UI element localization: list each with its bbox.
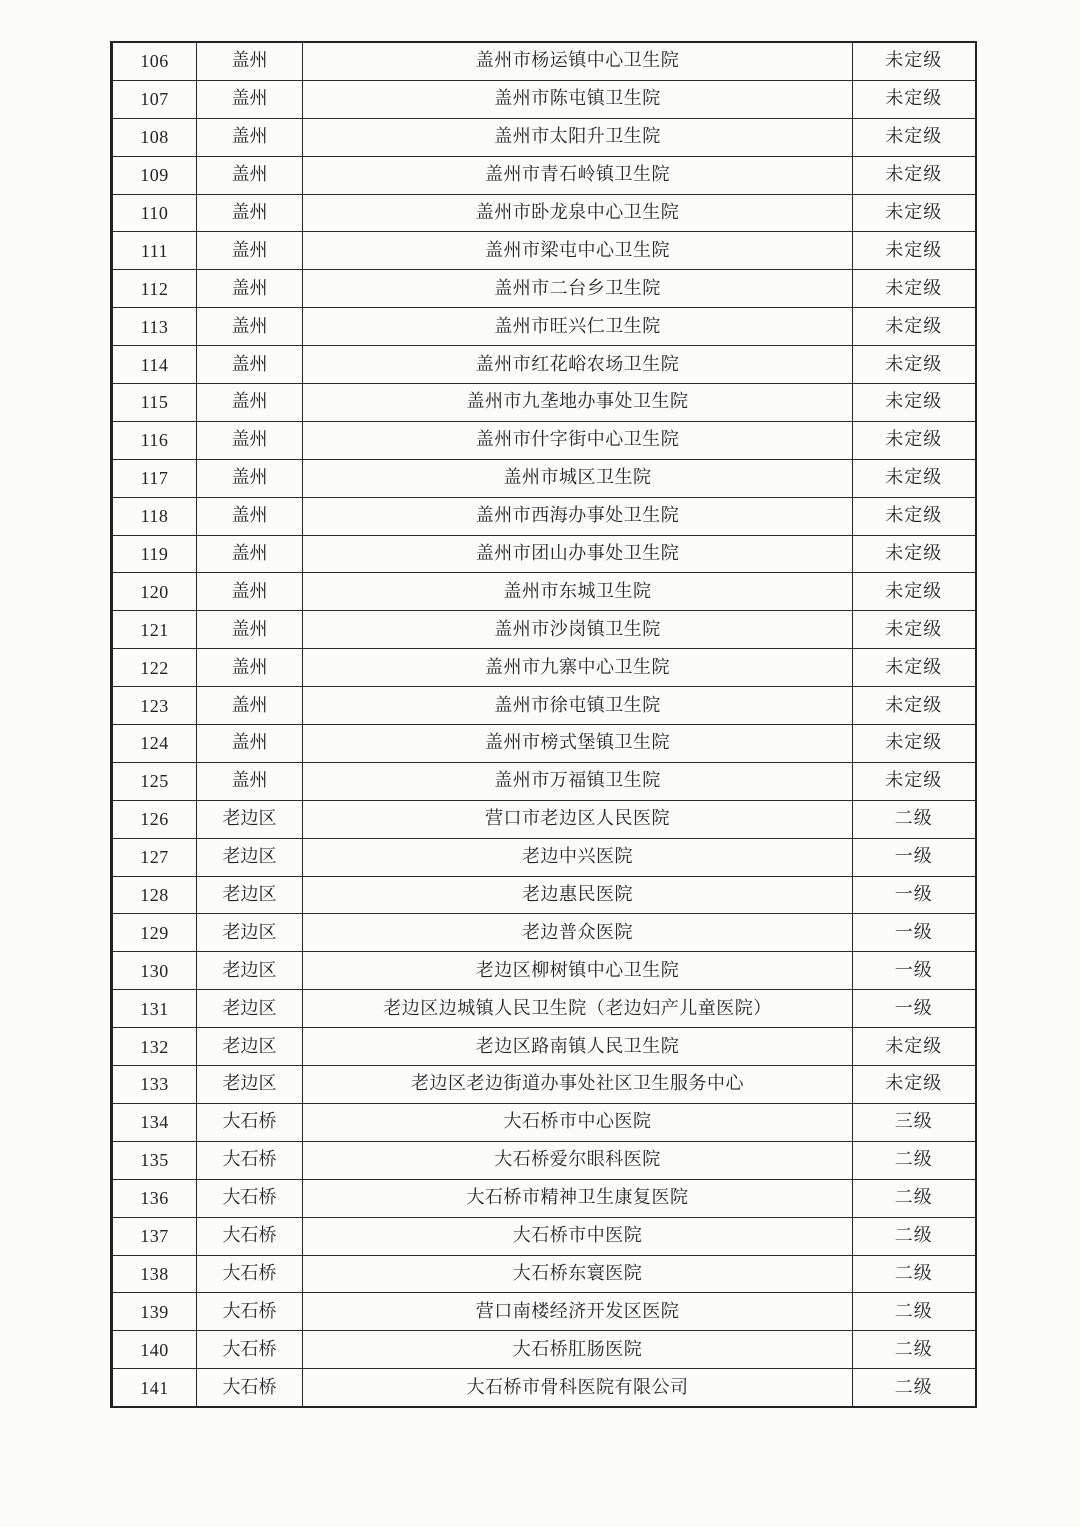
institution-name-cell: 盖州市什字街中心卫生院 (303, 421, 853, 459)
grade-level-cell: 未定级 (853, 762, 976, 800)
row-number-cell: 121 (112, 611, 197, 649)
area-cell: 盖州 (197, 232, 303, 270)
table-row (112, 687, 976, 725)
table-row (112, 118, 976, 156)
institution-name-cell: 盖州市旺兴仁卫生院 (303, 308, 853, 346)
grade-level-cell: 未定级 (853, 1066, 976, 1104)
institution-name-cell: 大石桥爱尔眼科医院 (303, 1141, 853, 1179)
institution-name-cell: 大石桥市骨科医院有限公司 (303, 1369, 853, 1407)
table-row (112, 42, 976, 80)
grade-level-cell: 一级 (853, 952, 976, 990)
institution-name-cell: 大石桥肛肠医院 (303, 1331, 853, 1369)
grade-level-cell: 二级 (853, 1141, 976, 1179)
institution-name-cell: 大石桥市中医院 (303, 1217, 853, 1255)
table-row (112, 725, 976, 763)
area-cell: 盖州 (197, 611, 303, 649)
table-row (112, 232, 976, 270)
institution-name-cell: 老边普众医院 (303, 914, 853, 952)
area-cell: 老边区 (197, 838, 303, 876)
grade-level-cell: 未定级 (853, 1028, 976, 1066)
table-row (112, 1331, 976, 1369)
row-number-cell: 130 (112, 952, 197, 990)
row-number-cell: 117 (112, 459, 197, 497)
table-row (112, 308, 976, 346)
table-row (112, 876, 976, 914)
institution-name-cell: 盖州市团山办事处卫生院 (303, 535, 853, 573)
row-number-cell: 135 (112, 1141, 197, 1179)
institution-name-cell: 大石桥市精神卫生康复医院 (303, 1179, 853, 1217)
grade-level-cell: 一级 (853, 838, 976, 876)
table-row (112, 346, 976, 384)
institution-name-cell: 盖州市东城卫生院 (303, 573, 853, 611)
institution-name-cell: 盖州市榜式堡镇卫生院 (303, 725, 853, 763)
row-number-cell: 110 (112, 194, 197, 232)
grade-level-cell: 一级 (853, 876, 976, 914)
row-number-cell: 111 (112, 232, 197, 270)
grade-level-cell: 未定级 (853, 194, 976, 232)
grade-level-cell: 未定级 (853, 649, 976, 687)
grade-level-cell: 未定级 (853, 42, 976, 80)
row-number-cell: 107 (112, 80, 197, 118)
area-cell: 老边区 (197, 990, 303, 1028)
institution-name-cell: 营口市老边区人民医院 (303, 800, 853, 838)
grade-level-cell: 二级 (853, 1331, 976, 1369)
table-row (112, 914, 976, 952)
row-number-cell: 131 (112, 990, 197, 1028)
grade-level-cell: 未定级 (853, 80, 976, 118)
area-cell: 老边区 (197, 1066, 303, 1104)
institution-name-cell: 老边区老边街道办事处社区卫生服务中心 (303, 1066, 853, 1104)
institution-name-cell: 盖州市九寨中心卫生院 (303, 649, 853, 687)
table-row (112, 1369, 976, 1407)
row-number-cell: 119 (112, 535, 197, 573)
table-row (112, 1141, 976, 1179)
institution-name-cell: 老边中兴医院 (303, 838, 853, 876)
table-row (112, 535, 976, 573)
table-row (112, 649, 976, 687)
institution-name-cell: 盖州市万福镇卫生院 (303, 762, 853, 800)
row-number-cell: 140 (112, 1331, 197, 1369)
area-cell: 盖州 (197, 80, 303, 118)
table-row (112, 384, 976, 422)
row-number-cell: 106 (112, 42, 197, 80)
table-row (112, 1293, 976, 1331)
table-row (112, 459, 976, 497)
area-cell: 盖州 (197, 649, 303, 687)
area-cell: 大石桥 (197, 1255, 303, 1293)
row-number-cell: 138 (112, 1255, 197, 1293)
area-cell: 盖州 (197, 535, 303, 573)
institution-name-cell: 盖州市太阳升卫生院 (303, 118, 853, 156)
grade-level-cell: 未定级 (853, 497, 976, 535)
row-number-cell: 108 (112, 118, 197, 156)
institution-name-cell: 盖州市卧龙泉中心卫生院 (303, 194, 853, 232)
table-row (112, 1179, 976, 1217)
area-cell: 盖州 (197, 573, 303, 611)
grade-level-cell: 未定级 (853, 118, 976, 156)
row-number-cell: 120 (112, 573, 197, 611)
grade-level-cell: 未定级 (853, 611, 976, 649)
row-number-cell: 128 (112, 876, 197, 914)
table-row (112, 1028, 976, 1066)
institution-name-cell: 盖州市沙岗镇卫生院 (303, 611, 853, 649)
institution-name-cell: 老边惠民医院 (303, 876, 853, 914)
area-cell: 大石桥 (197, 1369, 303, 1407)
area-cell: 盖州 (197, 194, 303, 232)
area-cell: 盖州 (197, 308, 303, 346)
area-cell: 盖州 (197, 459, 303, 497)
institution-name-cell: 盖州市陈屯镇卫生院 (303, 80, 853, 118)
row-number-cell: 125 (112, 762, 197, 800)
table-row (112, 611, 976, 649)
institution-name-cell: 盖州市青石岭镇卫生院 (303, 156, 853, 194)
institution-name-cell: 老边区边城镇人民卫生院（老边妇产儿童医院） (303, 990, 853, 1028)
grade-level-cell: 未定级 (853, 308, 976, 346)
grade-level-cell: 未定级 (853, 535, 976, 573)
grade-level-cell: 二级 (853, 1255, 976, 1293)
area-cell: 盖州 (197, 384, 303, 422)
area-cell: 盖州 (197, 725, 303, 763)
grade-level-cell: 二级 (853, 1179, 976, 1217)
row-number-cell: 132 (112, 1028, 197, 1066)
grade-level-cell: 未定级 (853, 573, 976, 611)
area-cell: 大石桥 (197, 1103, 303, 1141)
institution-name-cell: 盖州市九垄地办事处卫生院 (303, 384, 853, 422)
table-row (112, 80, 976, 118)
row-number-cell: 134 (112, 1103, 197, 1141)
row-number-cell: 112 (112, 270, 197, 308)
row-number-cell: 136 (112, 1179, 197, 1217)
row-number-cell: 123 (112, 687, 197, 725)
row-number-cell: 113 (112, 308, 197, 346)
table-row (112, 421, 976, 459)
area-cell: 大石桥 (197, 1293, 303, 1331)
area-cell: 大石桥 (197, 1331, 303, 1369)
grade-level-cell: 未定级 (853, 725, 976, 763)
area-cell: 盖州 (197, 497, 303, 535)
row-number-cell: 118 (112, 497, 197, 535)
institution-name-cell: 盖州市杨运镇中心卫生院 (303, 42, 853, 80)
grade-level-cell: 一级 (853, 914, 976, 952)
institution-name-cell: 大石桥东寰医院 (303, 1255, 853, 1293)
area-cell: 大石桥 (197, 1217, 303, 1255)
grade-level-cell: 未定级 (853, 232, 976, 270)
table-row (112, 270, 976, 308)
grade-level-cell: 一级 (853, 990, 976, 1028)
table-row (112, 1066, 976, 1104)
grade-level-cell: 二级 (853, 1369, 976, 1407)
institution-name-cell: 大石桥市中心医院 (303, 1103, 853, 1141)
institution-name-cell: 盖州市徐屯镇卫生院 (303, 687, 853, 725)
table-row (112, 156, 976, 194)
grade-level-cell: 二级 (853, 800, 976, 838)
area-cell: 盖州 (197, 42, 303, 80)
institution-name-cell: 老边区路南镇人民卫生院 (303, 1028, 853, 1066)
row-number-cell: 116 (112, 421, 197, 459)
row-number-cell: 126 (112, 800, 197, 838)
row-number-cell: 133 (112, 1066, 197, 1104)
area-cell: 老边区 (197, 876, 303, 914)
table-row (112, 990, 976, 1028)
institution-name-cell: 盖州市梁屯中心卫生院 (303, 232, 853, 270)
table-row (112, 497, 976, 535)
area-cell: 盖州 (197, 118, 303, 156)
row-number-cell: 122 (112, 649, 197, 687)
row-number-cell: 141 (112, 1369, 197, 1407)
institution-name-cell: 盖州市西海办事处卫生院 (303, 497, 853, 535)
grade-level-cell: 三级 (853, 1103, 976, 1141)
area-cell: 老边区 (197, 914, 303, 952)
area-cell: 老边区 (197, 800, 303, 838)
grade-level-cell: 未定级 (853, 421, 976, 459)
row-number-cell: 137 (112, 1217, 197, 1255)
row-number-cell: 115 (112, 384, 197, 422)
grade-level-cell: 未定级 (853, 459, 976, 497)
area-cell: 大石桥 (197, 1141, 303, 1179)
row-number-cell: 109 (112, 156, 197, 194)
row-number-cell: 139 (112, 1293, 197, 1331)
grade-level-cell: 未定级 (853, 156, 976, 194)
table-row (112, 194, 976, 232)
area-cell: 盖州 (197, 346, 303, 384)
table-row (112, 838, 976, 876)
institution-name-cell: 老边区柳树镇中心卫生院 (303, 952, 853, 990)
table-row (112, 1217, 976, 1255)
hospital-list-body (112, 42, 976, 1407)
area-cell: 盖州 (197, 687, 303, 725)
area-cell: 盖州 (197, 156, 303, 194)
table-row (112, 800, 976, 838)
institution-name-cell: 营口南楼经济开发区医院 (303, 1293, 853, 1331)
grade-level-cell: 未定级 (853, 270, 976, 308)
row-number-cell: 129 (112, 914, 197, 952)
institution-name-cell: 盖州市二台乡卫生院 (303, 270, 853, 308)
grade-level-cell: 未定级 (853, 384, 976, 422)
row-number-cell: 114 (112, 346, 197, 384)
table-row (112, 573, 976, 611)
area-cell: 大石桥 (197, 1179, 303, 1217)
table-row (112, 762, 976, 800)
row-number-cell: 124 (112, 725, 197, 763)
hospital-list-table (110, 41, 977, 1408)
grade-level-cell: 未定级 (853, 687, 976, 725)
grade-level-cell: 未定级 (853, 346, 976, 384)
row-number-cell: 127 (112, 838, 197, 876)
table-row (112, 952, 976, 990)
table-row (112, 1255, 976, 1293)
table-row (112, 1103, 976, 1141)
grade-level-cell: 二级 (853, 1293, 976, 1331)
institution-name-cell: 盖州市红花峪农场卫生院 (303, 346, 853, 384)
area-cell: 盖州 (197, 762, 303, 800)
institution-name-cell: 盖州市城区卫生院 (303, 459, 853, 497)
area-cell: 盖州 (197, 270, 303, 308)
area-cell: 盖州 (197, 421, 303, 459)
grade-level-cell: 二级 (853, 1217, 976, 1255)
area-cell: 老边区 (197, 1028, 303, 1066)
area-cell: 老边区 (197, 952, 303, 990)
